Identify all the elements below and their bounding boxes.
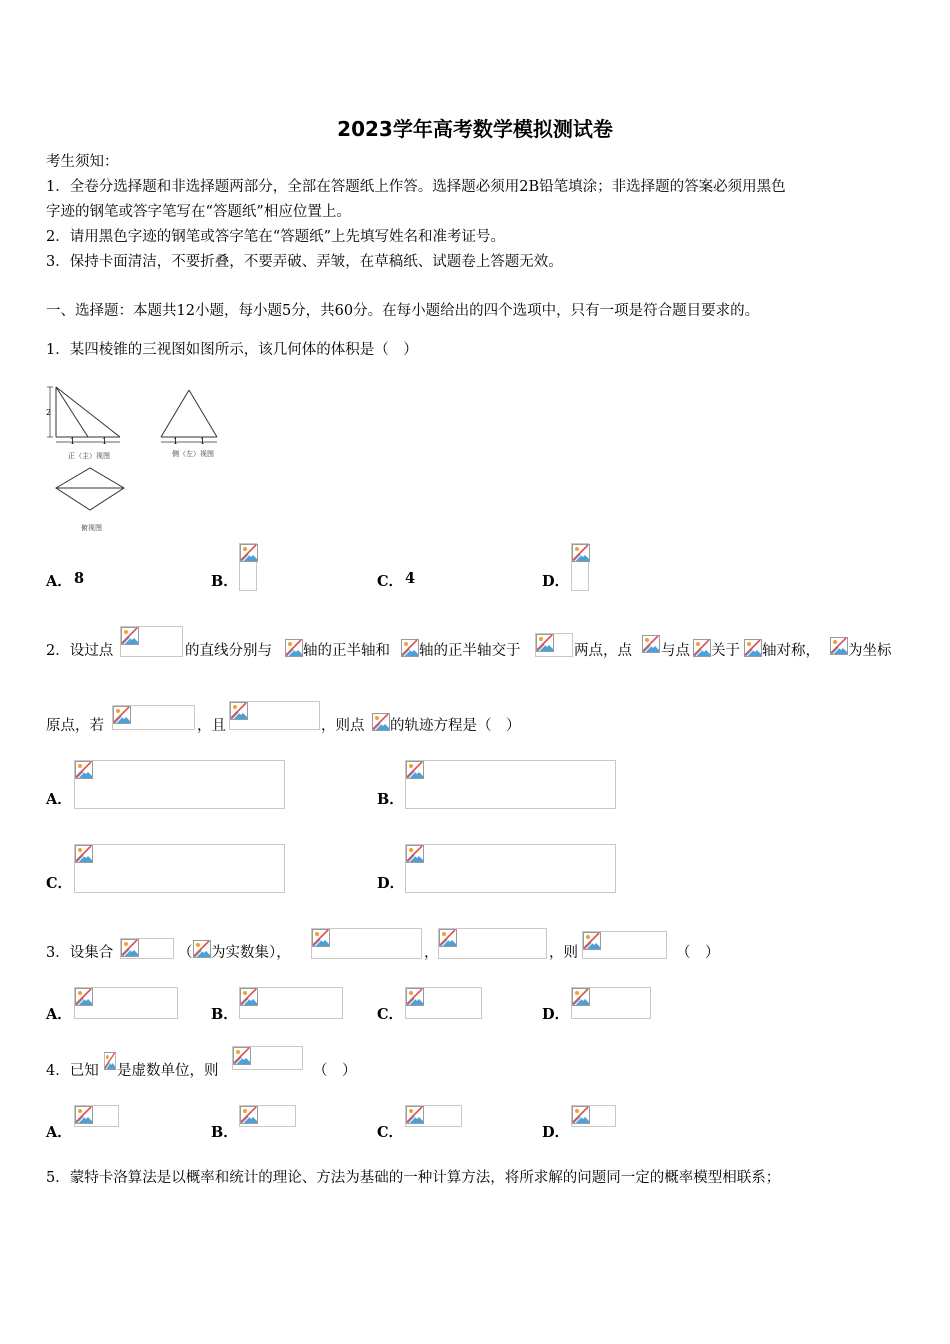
front-view-drawing — [47, 387, 120, 442]
option-a-label: A． — [46, 791, 72, 808]
formula-image — [311, 928, 422, 959]
question-3-text: （ ） — [676, 945, 720, 961]
formula-image — [239, 987, 343, 1019]
notice-item: 2．请用黑色字迹的钢笔或答字笔在“答题纸”上先填写姓名和准考证号。 — [46, 229, 506, 245]
notice-item: 字迹的钢笔或答字笔写在“答题纸”相应位置上。 — [46, 204, 351, 220]
option-b-label: B． — [377, 791, 404, 808]
question-2-text: 2．设过点 — [46, 643, 114, 659]
formula-image — [232, 1046, 303, 1070]
option-c-label: C． — [377, 573, 404, 590]
dim-label: 1 — [102, 437, 108, 446]
formula-image — [104, 1052, 116, 1070]
question-2-text: 关于 — [711, 643, 740, 659]
formula-image — [405, 760, 616, 809]
question-3-text: ，则 — [549, 945, 578, 961]
formula-image — [405, 987, 482, 1019]
option-c-label: C． — [377, 1006, 404, 1023]
formula-image — [74, 987, 178, 1019]
option-a-label: A． — [46, 573, 72, 590]
question-2-text: 原点，若 — [46, 718, 104, 734]
question-2-text: 的直线分别与 — [185, 643, 272, 659]
formula-image — [74, 760, 285, 809]
top-view-drawing — [56, 468, 124, 510]
question-2-text: 两点，点 — [574, 643, 632, 659]
formula-image — [405, 1105, 462, 1127]
option-a-value: 8 — [74, 570, 85, 587]
formula-image — [571, 987, 651, 1019]
option-a-label: A． — [46, 1124, 72, 1141]
three-view-figure — [42, 382, 232, 542]
question-3-text: 为实数集）， — [211, 945, 291, 961]
dim-label: 1 — [200, 437, 206, 446]
formula-image — [438, 928, 547, 959]
question-2-text: 与点 — [661, 643, 690, 659]
formula-image — [571, 543, 589, 591]
question-3-text: （ — [178, 945, 193, 961]
question-2-text: 的轨迹方程是（ ） — [390, 718, 521, 734]
front-view-caption: 正（主）视图 — [68, 452, 110, 460]
formula-image — [744, 639, 762, 657]
option-c-label: C． — [377, 1124, 404, 1141]
height-label: 2 — [46, 408, 52, 417]
formula-image — [693, 639, 711, 657]
question-2-text: ，且 — [197, 718, 226, 734]
notice-item: 1．全卷分选择题和非选择题两部分，全部在答题纸上作答。选择题必须用2B铅笔填涂；非选择题的答案必须用黑色 — [46, 179, 786, 195]
side-view-caption: 侧（左）视图 — [172, 450, 214, 458]
formula-image — [571, 1105, 616, 1127]
option-c-value: 4 — [405, 570, 416, 587]
formula-image — [535, 633, 573, 657]
formula-image — [239, 543, 257, 591]
formula-image — [372, 713, 390, 731]
question-3-text: 3．设集合 — [46, 945, 114, 961]
question-3-text: ， — [424, 945, 439, 961]
page-title: 2023学年高考数学模拟测试卷 — [337, 117, 613, 141]
formula-image — [112, 705, 195, 730]
formula-image — [642, 635, 660, 653]
formula-image — [582, 931, 667, 959]
option-d-label: D． — [542, 573, 570, 590]
section-heading: 一、选择题：本题共12小题，每小题5分，共60分。在每小题给出的四个选项中，只有一项是符合题目要求的。 — [46, 303, 760, 319]
option-b-label: B． — [211, 1006, 238, 1023]
formula-image — [830, 637, 848, 655]
notice-heading: 考生须知： — [46, 154, 119, 170]
question-4-text: 是虚数单位，则 — [117, 1063, 219, 1079]
notice-item: 3．保持卡面清洁，不要折叠，不要弄破、弄皱，在草稿纸、试题卷上答题无效。 — [46, 254, 563, 270]
formula-image — [229, 701, 320, 730]
dim-label: 1 — [173, 437, 179, 446]
option-d-label: D． — [542, 1124, 570, 1141]
option-a-label: A． — [46, 1006, 72, 1023]
formula-image — [74, 1105, 119, 1127]
question-5-stem: 5．蒙特卡洛算法是以概率和统计的理论、方法为基础的一种计算方法，将所求解的问题同一定的概率模型相联系； — [46, 1170, 781, 1186]
option-c-label: C． — [46, 875, 73, 892]
question-4-text: （ ） — [313, 1063, 357, 1079]
question-2-text: 轴对称， — [762, 643, 820, 659]
option-b-label: B． — [211, 1124, 238, 1141]
question-2-text: 为坐标 — [848, 643, 892, 659]
dim-label: 1 — [70, 437, 76, 446]
formula-image — [74, 844, 285, 893]
option-b-label: B． — [211, 573, 238, 590]
formula-image — [120, 938, 174, 959]
question-2-text: ，则点 — [321, 718, 365, 734]
question-2-text: 轴的正半轴和 — [303, 643, 390, 659]
question-2-text: 轴的正半轴交于 — [419, 643, 521, 659]
formula-image — [239, 1105, 296, 1127]
formula-image — [405, 844, 616, 893]
option-d-label: D． — [377, 875, 405, 892]
option-d-label: D． — [542, 1006, 570, 1023]
formula-image — [193, 940, 211, 958]
formula-image — [401, 639, 419, 657]
formula-image — [285, 639, 303, 657]
formula-image — [120, 626, 183, 657]
question-1-stem: 1．某四棱锥的三视图如图所示，该几何体的体积是（ ） — [46, 342, 418, 358]
top-view-caption: 俯视图 — [81, 524, 102, 532]
question-4-text: 4．已知 — [46, 1063, 99, 1079]
side-view-drawing — [161, 390, 217, 442]
